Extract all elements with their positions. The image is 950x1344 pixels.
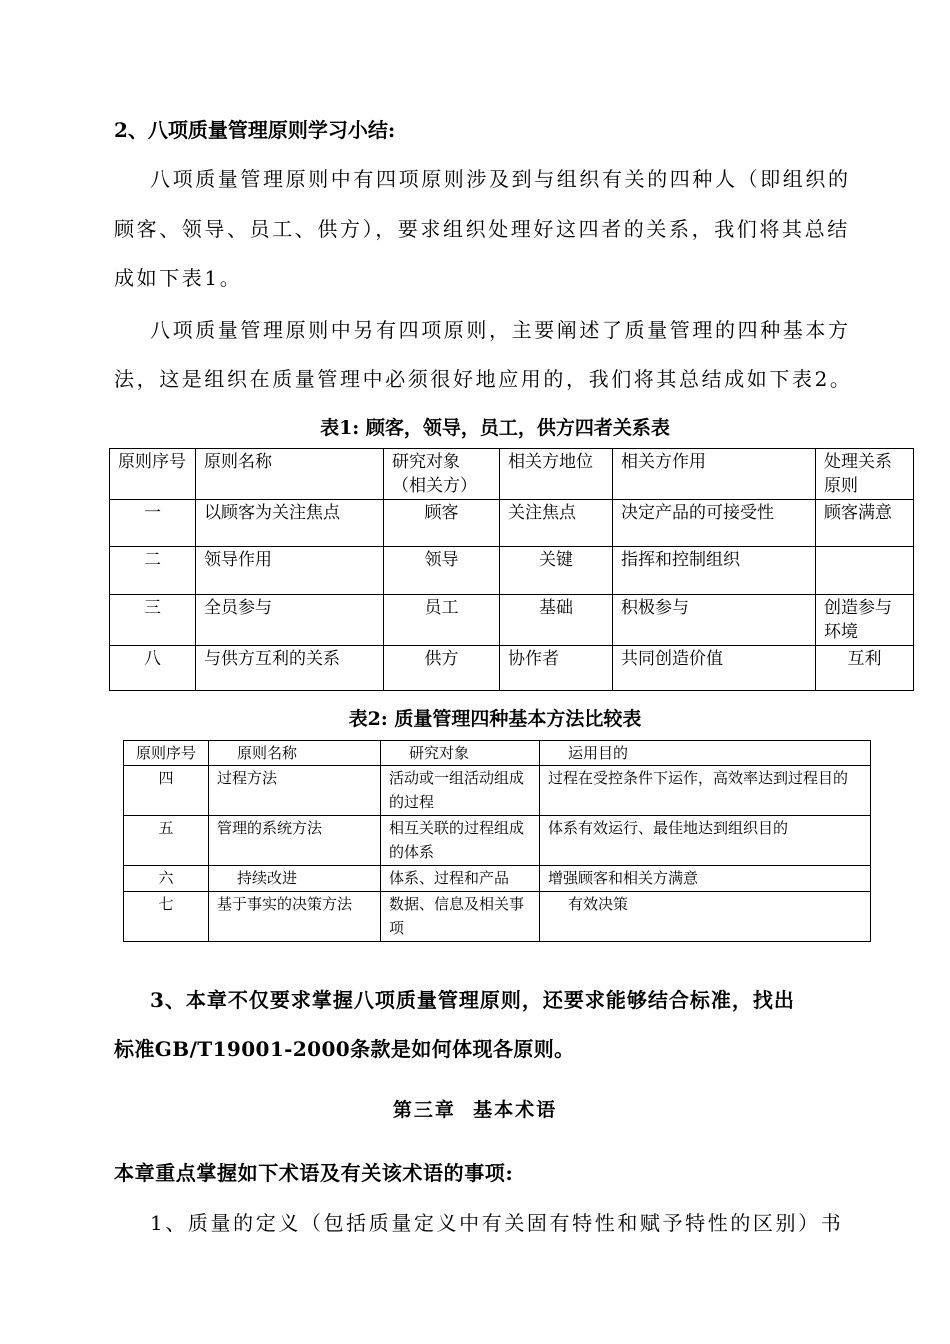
t2-header-cell: 运用目的 [540, 741, 871, 766]
t1-cell: 以顾客为关注焦点 [196, 500, 384, 547]
t1-cell: 与供方互利的关系 [196, 646, 384, 691]
t1-cell: 顾客满意 [816, 500, 914, 547]
t1-header-cell: 原则序号 [110, 449, 196, 500]
table1 [109, 448, 914, 691]
t2-cell: 七 [124, 892, 209, 942]
t1-cell: 领导 [384, 547, 500, 595]
t1-cell: 创造参与环境 [816, 595, 914, 646]
para1-line3: 成如下表1。 [114, 266, 243, 290]
t2-cell: 六 [124, 866, 209, 892]
table2-caption: 表2: 质量管理四种基本方法比较表 [348, 708, 642, 730]
t1-cell: 全员参与 [196, 595, 384, 646]
t1-cell: 关注焦点 [500, 500, 613, 547]
table-row [110, 547, 914, 595]
t2-cell: 活动或一组活动组成的过程 [381, 766, 540, 816]
t2-cell: 有效决策 [540, 892, 871, 942]
table-row [110, 500, 914, 547]
para2-line1: 八项质量管理原则中另有四项原则，主要阐述了质量管理的四种基本方 [150, 318, 851, 342]
para1-line1: 八项质量管理原则中有四项原则涉及到与组织有关的四种人（即组织的 [150, 167, 851, 191]
t2-cell: 增强顾客和相关方满意 [540, 866, 871, 892]
t1-header-cell: 处理关系原则 [816, 449, 914, 500]
t1-cell: 顾客 [384, 500, 500, 547]
t1-cell: 互利 [816, 646, 914, 691]
t2-cell: 体系有效运行、最佳地达到组织目的 [540, 816, 871, 866]
t1-cell: 协作者 [500, 646, 613, 691]
para2-line2: 法，这是组织在质量管理中必须很好地应用的，我们将其总结成如下表2。 [114, 367, 853, 391]
t1-cell: 员工 [384, 595, 500, 646]
t1-cell: 一 [110, 500, 196, 547]
t1-cell: 二 [110, 547, 196, 595]
t2-cell: 管理的系统方法 [209, 816, 381, 866]
t2-cell: 体系、过程和产品 [381, 866, 540, 892]
table-row [110, 595, 914, 646]
table-row [124, 892, 871, 942]
t2-cell: 基于事实的决策方法 [209, 892, 381, 942]
t1-cell: 供方 [384, 646, 500, 691]
t2-cell: 相互关联的过程组成的体系 [381, 816, 540, 866]
table-row [124, 816, 871, 866]
table1-header-row [110, 449, 914, 500]
t2-header-cell: 研究对象 [381, 741, 540, 766]
t1-cell: 基础 [500, 595, 613, 646]
t1-cell: 共同创造价值 [613, 646, 816, 691]
t2-cell: 四 [124, 766, 209, 816]
t1-cell: 领导作用 [196, 547, 384, 595]
t2-cell: 过程在受控条件下运作，高效率达到过程目的 [540, 766, 871, 816]
t2-header-cell: 原则名称 [209, 741, 381, 766]
t1-header-cell: 相关方地位 [500, 449, 613, 500]
t1-header-cell: 原则名称 [196, 449, 384, 500]
t1-cell: 关键 [500, 547, 613, 595]
t1-cell [816, 547, 914, 595]
t1-header-cell: 研究对象（相关方） [384, 449, 500, 500]
t1-cell: 决定产品的可接受性 [613, 500, 816, 547]
table2 [123, 740, 871, 942]
t2-cell: 五 [124, 816, 209, 866]
t1-header-cell: 相关方作用 [613, 449, 816, 500]
t2-cell: 数据、信息及相关事项 [381, 892, 540, 942]
para1-line2: 顾客、领导、员工、供方），要求组织处理好这四者的关系，我们将其总结 [114, 217, 850, 241]
chapter-3-item1: 1、质量的定义（包括质量定义中有关固有特性和赋予特性的区别）书 [150, 1211, 844, 1235]
t1-cell: 八 [110, 646, 196, 691]
chapter-3-intro: 本章重点掌握如下术语及有关该术语的事项: [114, 1161, 514, 1185]
t1-cell: 指挥和控制组织 [613, 547, 816, 595]
table1-caption: 表1: 顾客，领导，员工，供方四者关系表 [320, 417, 670, 439]
t2-header-cell: 原则序号 [124, 741, 209, 766]
section-3-line1: 3、本章不仅要求掌握八项质量管理原则，还要求能够结合标准，找出 [150, 988, 795, 1012]
section-2-heading: 2、八项质量管理原则学习小结: [114, 118, 396, 142]
section-3-line2: 标准GB/T19001-2000条款是如何体现各原则。 [114, 1037, 575, 1061]
table-row [110, 646, 914, 691]
table2-header-row [124, 741, 871, 766]
table-row [124, 866, 871, 892]
t1-cell: 三 [110, 595, 196, 646]
t2-cell: 过程方法 [209, 766, 381, 816]
t2-cell: 持续改进 [209, 866, 381, 892]
table-row [124, 766, 871, 816]
chapter-3-title: 第三章 基本术语 [392, 1099, 558, 1121]
t1-cell: 积极参与 [613, 595, 816, 646]
